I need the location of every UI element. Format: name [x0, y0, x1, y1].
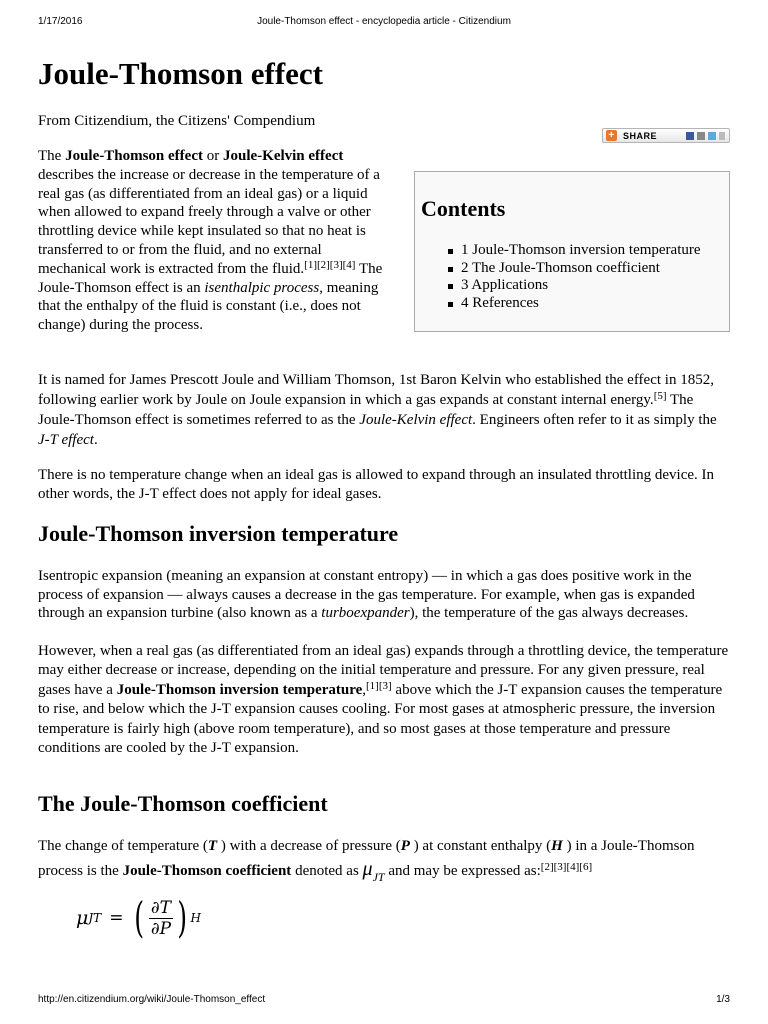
- ideal-gas-paragraph: There is no temperature change when an ideal gas is allowed to expand through an insulated throttling device. In other words, the J-T effect does not apply for ideal gases.: [38, 467, 715, 502]
- site-tagline: From Citizendium, the Citizens' Compendium: [38, 113, 316, 129]
- citation-refs[interactable]: [2][3][4][6]: [540, 861, 593, 873]
- citation-refs[interactable]: [1][3]: [366, 679, 392, 692]
- coefficient-paragraph: The change of temperature (T ) with a decrease of pressure (P ) at constant enthalpy (H ) in a Joule-Thomson process is the Joule-Thomson coefficient denoted as $\mu_{JT}$ and may be expressed as:[2][3][4][6]: [38, 838, 695, 884]
- toc-item[interactable]: [445, 260, 701, 278]
- more-icon: [719, 132, 725, 140]
- print-url: http://en.citizendium.org/wiki/Joule-Thomson_effect: [38, 994, 266, 1005]
- intro-body: [38, 370, 731, 503]
- citation-ref[interactable]: [5]: [653, 390, 667, 402]
- toc-item[interactable]: [445, 277, 701, 295]
- page-title: Joule-Thomson effect: [38, 56, 323, 91]
- print-date: 1/17/2016: [38, 16, 83, 27]
- partial-derivative: $\frac{\partial T}{\partial P}$: [150, 897, 172, 939]
- toc-link[interactable]: 4 References: [461, 294, 539, 311]
- facebook-icon: [686, 132, 694, 140]
- term-turboexpander[interactable]: turboexpander: [321, 605, 410, 621]
- print-page-number: 1/3: [716, 994, 730, 1005]
- term-joule-kelvin-effect: Joule-Kelvin effect: [222, 148, 344, 164]
- toc-link[interactable]: 1 Joule-Thomson inversion temperature: [461, 242, 701, 258]
- plus-icon: +: [606, 130, 617, 141]
- section-coefficient-body: [38, 835, 731, 889]
- twitter-icon: [708, 132, 716, 140]
- inversion-paragraph: However, when a real gas (as differentiated from an ideal gas) expands through a throttling device, the temperature may either decrease or increase, depending on the initial temperature and pressure. For any given pressure, real gases have a Joule-Thomson inversion temperature,[1][3] above which the J-T expansion causes the temperature to rise, and below which the J-T expansion causes cooling. For most gases at atmospheric pressure, the inversion temperature is fairly high (above room temperature), and so most gases at those temperature and pressure conditions are cooled by the J-T expansion.: [38, 642, 729, 756]
- toc-list: [445, 242, 701, 312]
- citation-refs[interactable]: [1][2][3][4]: [304, 258, 356, 271]
- term-isenthalpic[interactable]: isenthalpic process: [204, 279, 320, 296]
- section-heading-inversion: Joule-Thomson inversion temperature: [38, 521, 399, 546]
- term-joule-thomson-effect: Joule-Thomson effect: [65, 148, 203, 164]
- share-label: SHARE: [623, 130, 658, 141]
- table-of-contents: [414, 171, 730, 332]
- intro-paragraph: The Joule-Thomson effect or Joule-Kelvin effect describes the increase or decrease in the temperature of a real gas (as differentiated from an ideal gas) or a liquid when allowed to expand freely through a valve or other throttling device while kept insulated so that no heat is transferred to or from the fluid, and no external mechanical work is extracted from the fluid.[1][2][3][4] The Joule-Thomson effect is an isenthalpic process, meaning that the enthalpy of the fluid is constant (i.e., does not change) during the process.: [38, 148, 383, 334]
- section-inversion-body: [38, 567, 731, 759]
- toc-link[interactable]: 2 The Joule-Thomson coefficient: [461, 259, 660, 276]
- isentropic-paragraph: Isentropic expansion (meaning an expansion at constant entropy) — in which a gas does positive work in the process of expansion — always causes a decrease in the gas temperature. For example, when gas is expanded through an expansion turbine (also known as a turboexpander), the temperature of the gas always decreases.: [38, 568, 695, 621]
- share-service-icons: [683, 132, 725, 140]
- naming-paragraph: It is named for James Prescott Joule and William Thomson, 1st Baron Kelvin who established the effect in 1852, following earlier work by Joule on Joule expansion in which a gas expands at constant internal energy.[5] The Joule-Thomson effect is sometimes referred to as the Joule-Kelvin effect. Engineers often refer to it as simply the J-T effect.: [38, 372, 717, 448]
- toc-item[interactable]: [445, 295, 701, 313]
- section-heading-coefficient: The Joule-Thomson coefficient: [38, 791, 328, 816]
- bookmark-icon: [697, 132, 705, 140]
- share-button[interactable]: [602, 128, 730, 143]
- toc-heading: Contents: [421, 196, 506, 221]
- toc-link[interactable]: 3 Applications: [461, 277, 549, 293]
- toc-item[interactable]: [445, 242, 701, 260]
- jt-coefficient-formula: μ JT = ( $\frac{\partial T}{\partial P}$ ) H: [76, 893, 201, 942]
- print-page-title: Joule-Thomson effect - encyclopedia article - Citizendium: [257, 16, 511, 27]
